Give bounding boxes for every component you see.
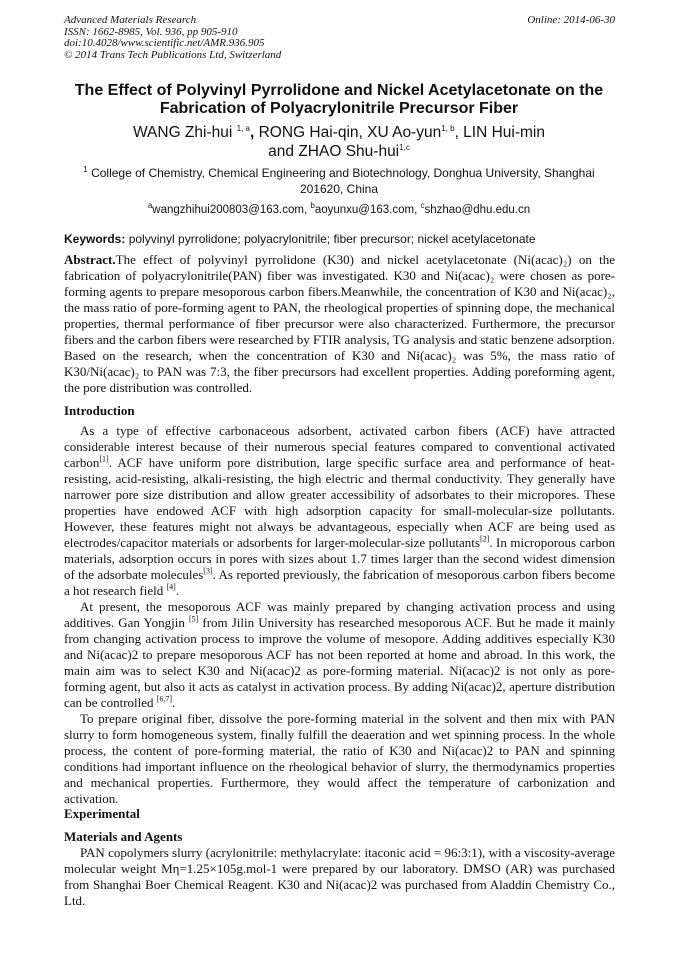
- materials-paragraph: PAN copolymers slurry (acrylonitrile: methylacrylate: itaconic acid = 96:3:1), with a viscosity-average molecular weight Mη=1.25×105g.mol-1 were prepared by our laboratory. DMSO (AR) was purchased from Shanghai Boer Chemical Reagent. K30 and Ni(acac)2 was purchased from Aladdin Chemistry Co., Ltd.: [64, 845, 615, 908]
- intro-paragraph-2: At present, the mesoporous ACF was mainly prepared by changing activation process and using additives. Gan Yongjin [5] from Jilin University has researched mesoporous ACF. But he made it mainly from changing activation process to improve the volume of mesopore. Adding additives especially K30 and Ni(acac)2 to prepare mesoporous ACF has not been reported at home and abroad. In this work, the main aim was to select K30 and Ni(acac)2 as pore-forming material. Ni(acac)2 is not only as pore-forming agent, but also it acts as catalyst in activation process. By adding Ni(acac)2, aperture distribution can be controlled [6,7].: [64, 599, 615, 710]
- abstract-label: Abstract.: [64, 252, 116, 267]
- affil-line-2: 201620, China: [299, 181, 379, 196]
- intro-paragraph-1: As a type of effective carbonaceous adsorbent, activated carbon fibers (ACF) have attracted considerable interest because of their numerous special features compared to conventional activated carbon[1]. ACF have uniform pore distribution, large specific surface area and performance of heat-resisting, acid-resisting, alkali-resisting, the high electric and thermal conductivity. They generally have narrower pore size distribution and allow greater accessibility of adsorbates to their micropores. These properties have endowed ACF with high adsorption capacity for small-molecular-size pollutants. However, these features might not always be advantageous, especially when ACF are being used as electrodes/capacitor materials or adsorbents for larger-molecular-size pollutants[2]. In microporous carbon materials, adsorption occurs in pores with sizes about 1.7 times larger than the second widest dimension of the adsorbate molecules[3]. As reported previously, the fabrication of mesoporous carbon fibers become a hot research field [4].: [64, 423, 615, 598]
- email-link[interactable]: wangzhihui200803@163.com,: [152, 204, 311, 216]
- introduction-heading: Introduction: [64, 403, 135, 418]
- abstract-text: The effect of polyvinyl pyrrolidone (K30) and nickel acetylacetonate (Ni(acac)₂) on the fabrication of polyacrylonitrile(PAN) fiber was investigated. K30 and Ni(acac)₂ were chosen as pore-forming agents to prepare mesoporous carbon fibers.Meanwhile, the concentration of K30 and Ni(acac)₂, the mass ratio of pore-forming agent to PAN, the rheological properties of spinning dope, the mechanical properties, thermal performance of fiber precursor were also characterized. Furthermore, the precursor fibers and the carbon fibers were researched by FTIR analysis, TG analysis and static benzene adsorption. Based on the research, when the concentration of K30 and Ni(acac)₂ was 5%, the mass ratio of K30/Ni(acac)₂ to PAN was 7:3, the fiber precursors had excellent properties. Adding poreforming agent, the pore distribution was controlled.: [64, 252, 615, 395]
- author-name: WANG Zhi-hui: [132, 124, 233, 141]
- copyright: © 2014 Trans Tech Publications Ltd, Switzerland: [64, 48, 282, 61]
- keywords: [64, 232, 616, 246]
- intro-paragraph-3: To prepare original fiber, dissolve the pore-forming material in the solvent and then mix with PAN slurry to form homogeneous system, finally fulfill the deaeration and wet spinning process. In the whole process, the content of pore-forming material, the ratio of K30 and Ni(acac)2 to PAN and spinning conditions had important influence on the rheological behavior of slurry, the thermodynamics properties and mechanical properties. Furthermore, they would affect the temperature of carbonization and activation.: [64, 711, 615, 806]
- keywords-label: Keywords:: [64, 232, 126, 246]
- author-name: , LIN Hui-min: [454, 124, 545, 141]
- paper-title: [60, 82, 618, 118]
- citation: [3]: [203, 566, 213, 576]
- materials-subheading: Materials and Agents: [64, 829, 183, 844]
- email-list: [60, 201, 618, 216]
- introduction-section: [64, 403, 615, 807]
- keywords-text: polyvinyl pyrrolidone; polyacrylonitrile; fiber precursor; nickel acetylacetonate: [125, 232, 536, 246]
- affiliation: [60, 166, 618, 197]
- citation: [5]: [188, 614, 199, 624]
- experimental-section: [64, 806, 615, 909]
- email-sup: c: [420, 201, 425, 211]
- author-name: RONG Hai-qin, XU Ao-yun: [258, 124, 442, 141]
- title-line-1: The Effect of Polyvinyl Pyrrolidone and Nickel Acetylacetonate on the: [74, 82, 604, 99]
- journal-header: [64, 15, 281, 61]
- abstract: [64, 252, 615, 396]
- author-list: WANG Zhi-hui $^{1, a}$, RONG Hai-qin, XU Ao-yun$^{1, b}$, LIN Hui-min and ZHAO Shu-hui$^{1,c}$: [132, 123, 545, 160]
- email-sup: a: [147, 201, 153, 211]
- journal-name: Advanced Materials Research: [64, 14, 197, 26]
- experimental-heading: Experimental: [64, 806, 140, 821]
- author-sup: 1, b: [441, 123, 455, 133]
- email-link[interactable]: aoyunxu@163.com,: [314, 204, 421, 216]
- affil-line-1: College of Chemistry, Chemical Engineering and Biotechnology, Donghua University, Shanghai: [87, 166, 595, 180]
- author-sup: 1,c: [399, 142, 410, 152]
- affil-sup: 1: [83, 165, 88, 174]
- online-date: Online: 2014-06-30: [527, 14, 615, 26]
- citation: [1]: [99, 454, 109, 464]
- citation: [6,7]: [156, 694, 173, 704]
- title-line-2: Fabrication of Polyacrylonitrile Precursor Fiber: [159, 100, 519, 117]
- citation: [2]: [479, 534, 490, 544]
- issn: ISSN: 1662-8985, Vol. 936, pp 905-910: [64, 25, 238, 38]
- author-name: and ZHAO Shu-hui: [268, 142, 400, 160]
- email-link[interactable]: shzhao@dhu.edu.cn: [424, 204, 531, 216]
- citation: [4]: [166, 582, 176, 592]
- doi: doi:10.4028/www.scientific.net/AMR.936.905: [64, 37, 265, 49]
- author-sup: 1, a: [236, 123, 250, 133]
- email-sup: b: [310, 201, 315, 211]
